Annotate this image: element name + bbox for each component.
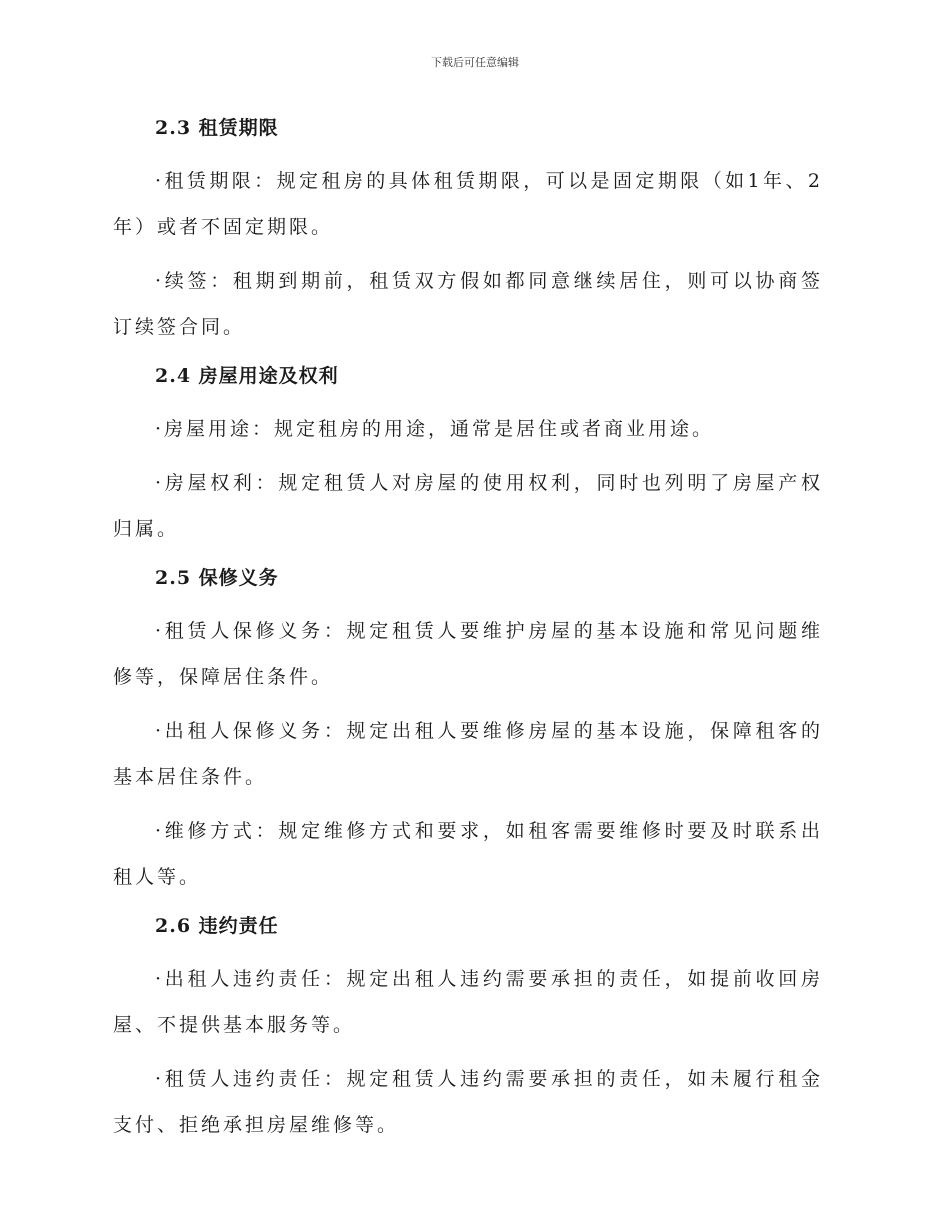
paragraph: ·租赁期限：规定租房的具体租赁期限，可以是固定期限（如1年、2年）或者不固定期限。 <box>113 170 823 238</box>
paragraph: ·房屋用途：规定租房的用途，通常是居住或者商业用途。 <box>155 418 715 440</box>
section-usage-rights <box>113 358 823 560</box>
section-liability <box>113 908 823 1148</box>
section-heading: 2.3 租赁期限 <box>155 117 279 139</box>
paragraph: ·出租人违约责任：规定出租人违约需要承担的责任，如提前收回房屋、不提供基本服务等。 <box>113 968 823 1036</box>
paragraph: ·房屋权利：规定租赁人对房屋的使用权利，同时也列明了房屋产权归属。 <box>113 472 823 540</box>
section-heading: 2.4 房屋用途及权利 <box>155 365 339 387</box>
paragraph: ·租赁人保修义务：规定租赁人要维护房屋的基本设施和常见问题维修等，保障居住条件。 <box>113 620 823 688</box>
page-header: 下载后可任意编辑 <box>431 56 519 69</box>
section-maintenance <box>113 560 823 908</box>
paragraph: ·租赁人违约责任：规定租赁人违约需要承担的责任，如未履行租金支付、拒绝承担房屋维修等。 <box>113 1068 823 1136</box>
paragraph: ·维修方式：规定维修方式和要求，如租客需要维修时要及时联系出租人等。 <box>113 820 823 888</box>
paragraph: ·出租人保修义务：规定出租人要维修房屋的基本设施，保障租客的基本居住条件。 <box>113 720 823 788</box>
section-heading: 2.6 违约责任 <box>155 915 279 937</box>
section-heading: 2.5 保修义务 <box>155 567 279 589</box>
document-body <box>113 110 823 1148</box>
paragraph: ·续签：租期到期前，租赁双方假如都同意继续居住，则可以协商签订续签合同。 <box>113 270 823 338</box>
section-lease-term <box>113 110 823 358</box>
